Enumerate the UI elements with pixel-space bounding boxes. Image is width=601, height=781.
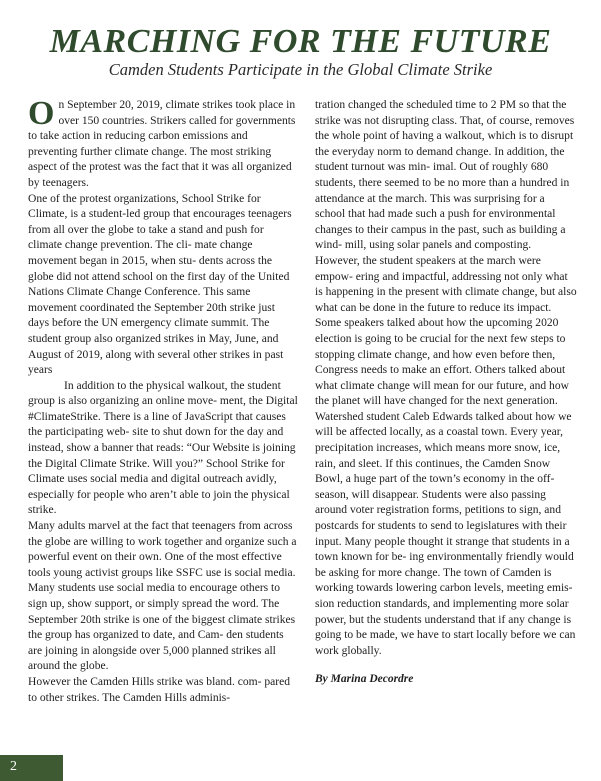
intro-text: n September 20, 2019, climate strikes took place in over 150 countries. Strikers called for governments to take action in reducing carbon emissions and preventing further climate change. The most striking aspect of the protest was the fact that it was all organized by teenagers.	[28, 99, 296, 189]
author-byline: By Marina Decordre	[315, 673, 414, 686]
body-paragraph: tration changed the scheduled time to 2 PM so that the strike was not disrupting class. That, of course, removes the whole point of having a walkout, which is to disrupt the everyday norm to demand change. In addition, the student turnout was min- imal. Out of roughly 680 students, there seemed to be no more than a hundred in attendance at the march. This was surprising for a school that had made such a push for environmental changes to their campus in the past, such as building a wind- mill, using solar panels and composting. However, the student speakers at the march were empow- ering and impactful, addressing not only what is happening in the present with climate change, but also what can be done in the future to reduce its impact. Some speakers talked about how the upcoming 2020 election is going to be crucial for the next few steps to stopping climate change, and how even before then, Congress needs to make an effort. Others talked about what climate change will mean for our future, and how the planet will have changed for the next generation. Watershed student Caleb Edwards talked about how we will be affected locally, as a coastal town. Every year, precipitation increases, which means more snow, ice, rain, and sleet. If this continues, the Camden Snow Bowl, a huge part of the town’s economy in the off-season, will disappear. Students were also passing around voter registration forms, petitions to sign, and postcards for students to send to legislatures with their input. Many people thought it strange that students in a town known for be- ing environmentally friendly would be asking for more change. The town of Camden is working towards lowering carbon levels, meeting emis- sion reduction standards, and implementing more solar power, but the students understand that if any change is going to be made, we have to start locally before we can work globally.	[315, 99, 577, 657]
body-paragraph: Many adults marvel at the fact that teenagers from across the globe are willing to work together and organize such a powerful event on their own. One of the most effective tools young activist groups like SSFC use is social media. Many students use social media to encourage others to sign up, show support, or simply spread the word. The September 20th strike is one of the biggest climate strikes the group has organized to date, and Cam- den students are joining in alongside over 5,000 planned strikes all around the globe.	[28, 520, 297, 673]
page-number: 2	[10, 759, 17, 774]
body-paragraph: In addition to the physical walkout, the student group is also organizing an online move- ment, the Digital #ClimateStrike. There is a line of JavaScript that causes the participating web- site to shut down for the day and instead, show a banner that reads: “Our Website is joining the Digital Climate Strike. Will you?” School Strike for Climate uses social media and digital outreach avidly, especially for people who aren’t able to join the physical strike.	[28, 379, 298, 517]
left-column	[28, 95, 298, 706]
body-paragraph: One of the protest organizations, School Strike for Climate, is a student-led group that encourages teenagers from all over the globe to take a stand and push for climate change prevention. The cli- mate change movement began in 2015, when stu- dents across the globe did not attend school on the first day of the United Nations Climate Change Conference. This same movement coordinated the September 20th strike just days before the UN emergency climate summit. The student group also organized strikes in May, June, and August of 2019, along with several other strikes in past years	[28, 192, 292, 377]
drop-cap: O	[28, 95, 55, 132]
intro-paragraph	[28, 95, 298, 192]
right-column	[315, 98, 577, 688]
body-paragraph: However the Camden Hills strike was bland. com- pared to other strikes. The Camden Hills adminis-	[28, 675, 290, 704]
article-subtitle: Camden Students Participate in the Global Climate Strike	[108, 60, 493, 79]
page-number-bar	[0, 755, 63, 781]
article-title: MARCHING FOR THE FUTURE	[49, 23, 552, 60]
